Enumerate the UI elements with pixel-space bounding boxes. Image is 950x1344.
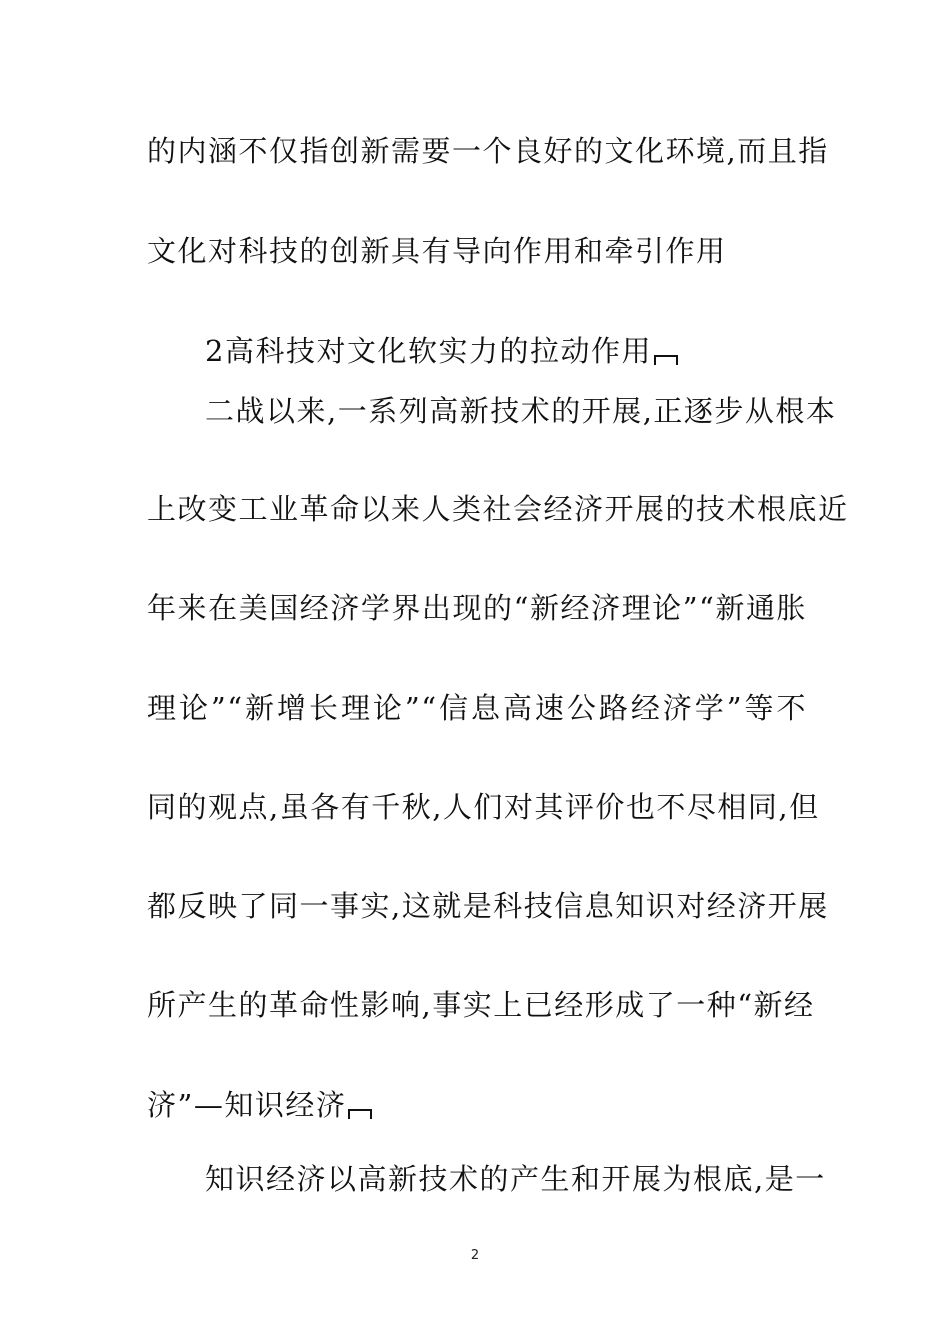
- line-text: 知识经济以高新技术的产生和开展为根底,是一: [205, 1162, 826, 1196]
- text-line: [205, 1159, 826, 1199]
- text-line: [147, 688, 807, 728]
- line-text: 济”—知识经济: [147, 1088, 347, 1122]
- text-line: [147, 1085, 807, 1125]
- text-line: [147, 787, 820, 827]
- line-text: 的内涵不仅指创新需要一个良好的文化环境,而且指: [147, 134, 829, 168]
- paragraph-end-mark-icon: [654, 355, 678, 365]
- page-number: 2: [470, 1248, 480, 1263]
- line-text: 文化对科技的创新具有导向作用和牵引作用: [147, 234, 727, 268]
- text-line: [147, 231, 807, 271]
- line-text: 同的观点,虽各有千秋,人们对其评价也不尽相同,但: [147, 790, 820, 824]
- text-line: [147, 985, 815, 1025]
- line-text: 年来在美国经济学界出现的“新经济理论”“新通胀: [147, 591, 807, 625]
- line-text: 理论”“新增长理论”“信息高速公路经济学”等不: [147, 691, 807, 725]
- line-text: 二战以来,一系列高新技术的开展,正逐步从根本: [205, 394, 837, 428]
- text-line: [205, 391, 837, 431]
- paragraph-end-mark-icon: [348, 1109, 372, 1119]
- line-text: 所产生的革命性影响,事实上已经形成了一种“新经: [147, 988, 815, 1022]
- text-line: [147, 489, 849, 529]
- text-line: [147, 131, 829, 171]
- section-heading: [205, 331, 807, 371]
- text-line: [147, 588, 807, 628]
- line-text: 都反映了同一事实,这就是科技信息知识对经济开展: [147, 889, 829, 923]
- line-text: 上改变工业革命以来人类社会经济开展的技术根底近: [147, 492, 849, 526]
- text-line: [147, 886, 829, 926]
- line-text: 2高科技对文化软实力的拉动作用: [205, 334, 652, 368]
